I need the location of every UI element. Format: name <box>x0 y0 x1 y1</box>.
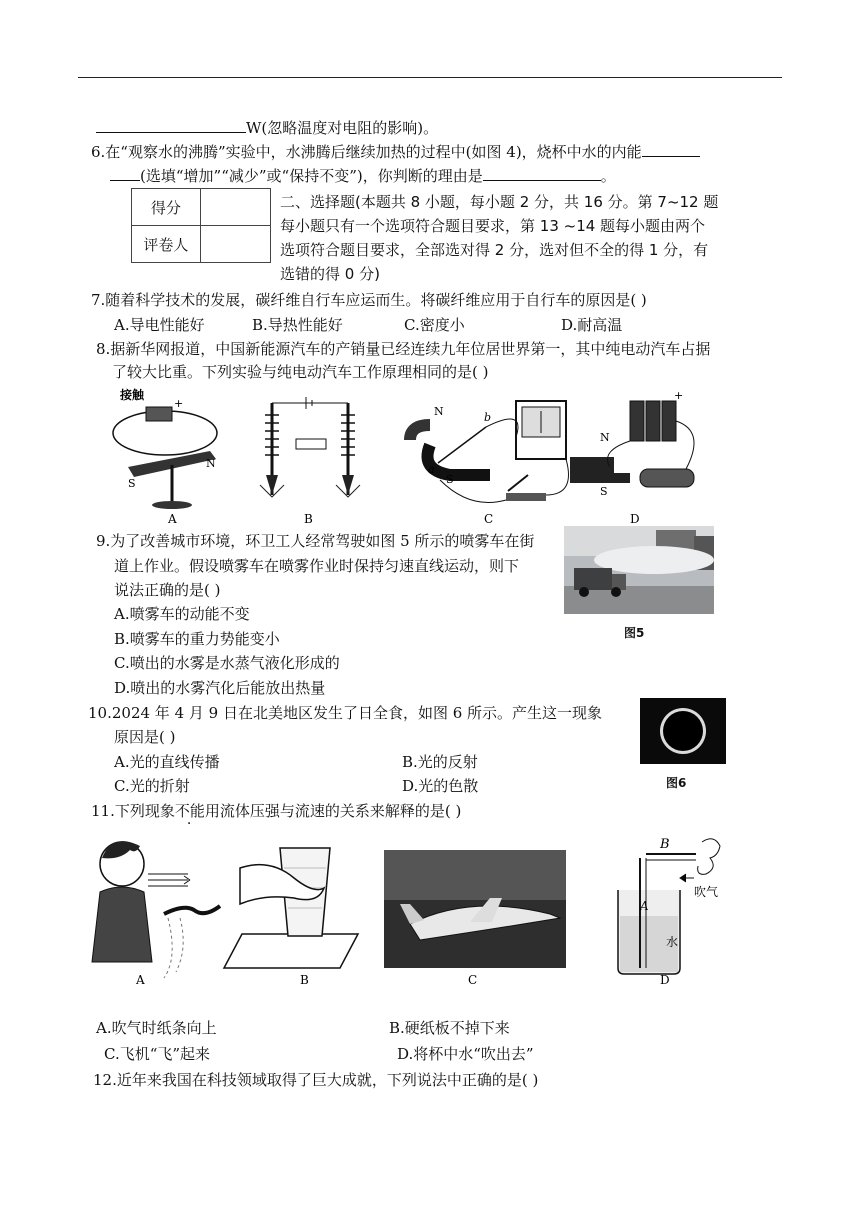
q8-label-c: C <box>484 512 494 526</box>
q11-fig-d-label-blow: 吹气 <box>694 885 719 899</box>
svg-text:N: N <box>600 431 610 444</box>
q11-label-d: D <box>660 973 670 987</box>
svg-text:b: b <box>484 411 492 424</box>
q9-option-a[interactable]: A.喷雾车的动能不变 <box>114 605 250 623</box>
q11-fig-c[interactable] <box>384 850 566 968</box>
q9-option-d[interactable]: D.喷出的水雾汽化后能放出热量 <box>114 679 326 697</box>
section2-line2: 每小题只有一个选项符合题目要求，第 13 ~14 题每小题由两个 <box>280 217 706 235</box>
q6-blank-2[interactable] <box>483 166 601 181</box>
q8-figures <box>100 385 700 530</box>
q7-option-a[interactable]: A.导电性能好 <box>114 316 205 334</box>
q7-option-b[interactable]: B.导热性能好 <box>252 316 343 334</box>
q11-stem-emphasis: 不能 <box>174 802 205 820</box>
q9-option-c[interactable]: C.喷出的水雾是水蒸气液化形成的 <box>114 654 340 672</box>
grader-cell[interactable] <box>200 226 270 263</box>
q8-fig-a-text: 接触 <box>120 388 145 402</box>
q6-line1-text: 6.在“观察水的沸腾”实验中，水沸腾后继续加热的过程中(如图 4)，烧杯中水的内能 <box>91 143 642 161</box>
q11-fig-a[interactable] <box>92 841 220 978</box>
q11-label-a: A <box>136 973 145 987</box>
svg-text:+: + <box>174 397 184 410</box>
section2-line1: 二、选择题(本题共 8 小题，每小题 2 分，共 16 分。第 7~12 题 <box>280 193 719 211</box>
q8-fig-d[interactable] <box>570 389 694 498</box>
section2-line4: 选错的得 0 分) <box>280 265 380 283</box>
svg-text:S: S <box>446 473 454 486</box>
q11-figures <box>90 828 750 992</box>
q9-line3: 说法正确的是( ) <box>114 581 221 599</box>
q8-label-b: B <box>304 512 313 526</box>
q10-option-c[interactable]: C.光的折射 <box>114 777 190 795</box>
q12-stem: 12.近年来我国在科技领域取得了巨大成就，下列说法中正确的是( ) <box>93 1071 539 1089</box>
q7-stem: 7.随着科学技术的发展，碳纤维自行车应运而生。将碳纤维应用于自行车的原因是( ) <box>91 291 647 309</box>
q8-fig-c[interactable] <box>410 401 569 503</box>
svg-text:S: S <box>128 477 136 490</box>
score-cell[interactable] <box>200 189 270 226</box>
header-rule <box>78 77 782 78</box>
q10-option-b[interactable]: B.光的反射 <box>402 753 478 771</box>
q9-option-b[interactable]: B.喷雾车的重力势能变小 <box>114 630 280 648</box>
q11-option-c[interactable]: C.飞机“飞”起来 <box>104 1045 211 1063</box>
q6-blank-1b[interactable] <box>110 166 140 181</box>
fig5-spray-truck-photo <box>564 526 714 614</box>
q8-fig-a[interactable] <box>113 387 217 509</box>
q6-blank-1a[interactable] <box>642 142 700 157</box>
q11-fig-d-label-water: 水 <box>666 935 679 949</box>
q11-stem <box>91 801 461 821</box>
q8-label-a: A <box>168 512 177 526</box>
q11-option-b[interactable]: B.硬纸板不掉下来 <box>389 1019 510 1037</box>
q10-option-a[interactable]: A.光的直线传播 <box>114 753 220 771</box>
fig6-caption: 图6 <box>666 776 687 790</box>
q11-option-d[interactable]: D.将杯中水“吹出去” <box>397 1045 534 1063</box>
q6-line2 <box>110 166 616 186</box>
q9-line2: 道上作业。假设喷雾车在喷雾作业时保持匀速直线运动，则下 <box>114 557 520 575</box>
score-table <box>131 188 271 263</box>
section2-instructions <box>280 190 718 286</box>
svg-text:S: S <box>600 485 608 498</box>
grader-label: 评卷人 <box>132 226 201 263</box>
svg-text:N: N <box>206 457 216 470</box>
q10-option-d[interactable]: D.光的色散 <box>402 777 479 795</box>
svg-text:a: a <box>428 463 435 476</box>
q10-line2: 原因是( ) <box>114 728 176 746</box>
q6-line2-end: 。 <box>600 167 616 185</box>
section2-line3: 选项符合题目要求，全部选对得 2 分，选对但不全的得 1 分，有 <box>280 241 709 259</box>
q10-line1: 10.2024 年 4 月 9 日在北美地区发生了日全食，如图 6 所示。产生这一现象 <box>88 704 603 722</box>
q5-answer-blank[interactable] <box>96 118 246 133</box>
q8-line2: 了较大比重。下列实验与纯电动汽车工作原理相同的是( ) <box>112 363 489 381</box>
q8-label-d: D <box>630 512 640 526</box>
fig6-eclipse-photo <box>640 698 726 764</box>
svg-text:N: N <box>434 405 444 418</box>
q5-tail-text: W(忽略温度对电阻的影响)。 <box>246 119 439 137</box>
q11-fig-b[interactable] <box>224 848 358 968</box>
q11-stem-post: 用流体压强与流速的关系来解释的是( ) <box>204 802 462 820</box>
fig5-caption: 图5 <box>624 626 645 640</box>
q7-option-c[interactable]: C.密度小 <box>404 316 465 334</box>
q5-tail <box>96 118 438 138</box>
q6-line2-text: (选填“增加”“减少”或“保持不变”)，你判断的理由是 <box>140 167 483 185</box>
q8-line1: 8.据新华网报道，中国新能源汽车的产销量已经连续九年位居世界第一，其中纯电动汽车占据 <box>96 340 711 358</box>
q7-option-d[interactable]: D.耐高温 <box>561 316 623 334</box>
q11-label-b: B <box>300 973 309 987</box>
q11-stem-pre: 11.下列现象 <box>91 802 175 820</box>
q11-fig-d-label-b: B <box>660 837 670 852</box>
q11-option-a[interactable]: A.吹气时纸条向上 <box>96 1019 217 1037</box>
svg-text:+: + <box>674 389 684 402</box>
q6-line1 <box>91 142 700 162</box>
q8-fig-b[interactable] <box>260 397 360 497</box>
q9-line1: 9.为了改善城市环境，环卫工人经常驾驶如图 5 所示的喷雾车在街 <box>96 532 535 550</box>
score-label: 得分 <box>132 189 201 226</box>
q11-fig-d-label-a: A <box>640 899 649 913</box>
q11-fig-d[interactable] <box>618 837 720 974</box>
q11-label-c: C <box>468 973 478 987</box>
